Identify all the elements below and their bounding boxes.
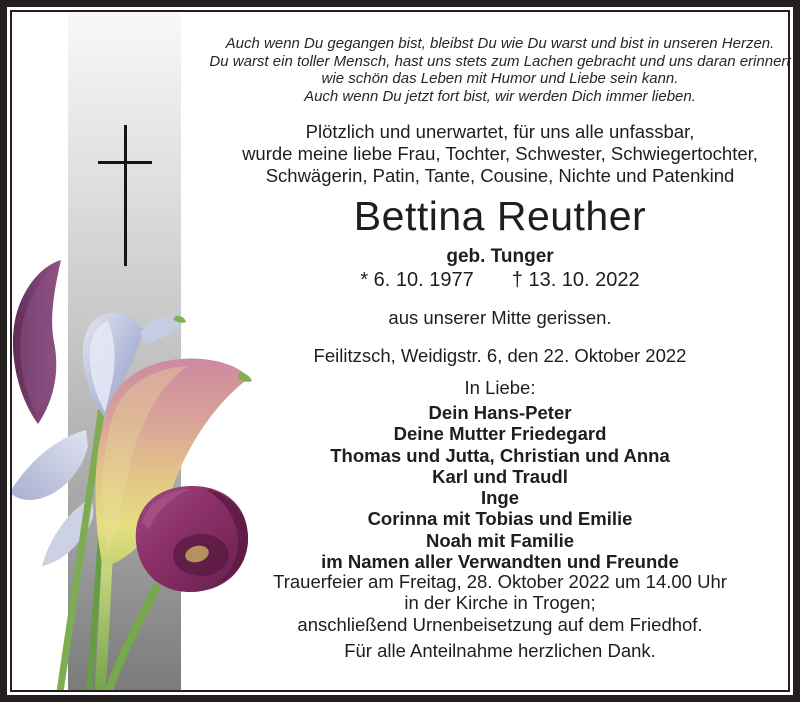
funeral-line: in der Kirche in Trogen; [404,592,596,614]
mourner-line: Noah mit Familie [425,529,575,551]
intro-line: Plötzlich und unerwartet, für uns alle unfassbar, [305,121,695,142]
verse-line: Auch wenn Du jetzt fort bist, wir werden Dich immer lieben. [304,87,696,105]
intro-line: wurde meine liebe Frau, Tochter, Schwester, Schwiegertochter, [242,143,758,164]
maiden-name: geb. Tunger [446,246,554,267]
mourner-line: Inge [480,487,520,509]
funeral-line: anschließend Urnenbeisetzung auf dem Friedhof. [297,613,703,635]
mourner-line: Karl und Traudl [432,465,568,487]
torn-line: aus unserer Mitte gerissen. [388,307,612,328]
intro-line: Schwägerin, Patin, Tante, Cousine, Nichte und Patenkind [265,165,735,186]
verse-line: Du warst ein toller Mensch, hast uns stets zum Lachen gebracht und uns daran erinnert [209,52,791,70]
deceased-name: Bettina Reuther [353,193,647,239]
place-date-line: Feilitzsch, Weidigstr. 6, den 22. Oktober 2022 [313,345,687,366]
in-love-label: In Liebe: [464,377,536,398]
mourner-line: Corinna mit Tobias und Emilie [367,508,633,530]
mourner-line: Thomas und Jutta, Christian und Anna [330,444,670,466]
thanks-line: Für alle Anteilnahme herzlichen Dank. [344,640,656,661]
mourner-line: Deine Mutter Friedegard [393,423,607,445]
birth-date: * 6. 10. 1977 [360,269,474,291]
verse-line: Auch wenn Du gegangen bist, bleibst Du wie Du warst und bist in unseren Herzen. [225,35,775,52]
death-date: † 13. 10. 2022 [511,269,640,291]
funeral-line: Trauerfeier am Freitag, 28. Oktober 2022 um 14.00 Uhr [273,571,727,592]
mourner-line: im Namen aller Verwandten und Freunde [321,551,679,573]
verse-line: wie schön das Leben mit Humor und Liebe sein kann. [321,70,679,87]
mourner-line: Dein Hans-Peter [428,402,572,423]
